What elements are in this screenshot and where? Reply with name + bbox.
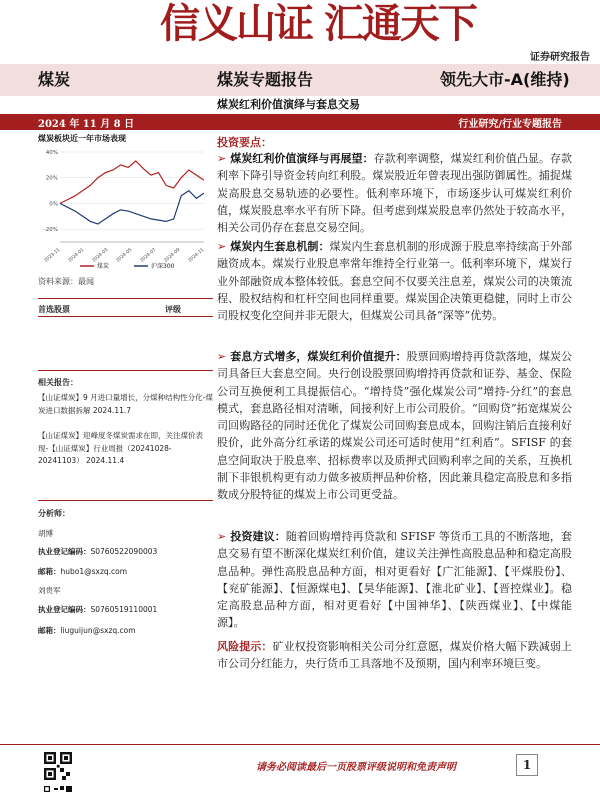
- report-category: 行业研究/行业专题报告: [458, 119, 562, 130]
- report-type: 煤炭专题报告: [217, 70, 314, 89]
- divider: [38, 298, 213, 299]
- page-number: 1: [516, 754, 538, 776]
- y-tick-label: 0%: [49, 201, 58, 208]
- rating-header: 评级: [165, 305, 181, 314]
- analysts-title: 分析师：: [38, 509, 70, 518]
- sector-name: 煤炭: [38, 70, 71, 89]
- point-lead: 套息方式增多，煤炭红利价值提升：: [230, 350, 407, 363]
- x-tick-label: 2023-11: [43, 247, 62, 264]
- series-line-沪深300: [60, 191, 204, 224]
- footer-divider: [0, 744, 600, 745]
- report-tag: 证券研究报告: [530, 52, 590, 63]
- performance-chart: [38, 146, 208, 274]
- top-picks-header: 首选股票: [38, 305, 70, 314]
- cert-number: S0760519110001: [90, 605, 158, 614]
- industry-rating: 领先大市-A(维持): [440, 70, 570, 89]
- y-tick-label: -20%: [43, 227, 58, 234]
- divider: [38, 370, 213, 371]
- analyst-cert: [38, 546, 157, 557]
- x-tick-label: 2024-05: [115, 247, 134, 264]
- x-tick-label: 2024-01: [67, 247, 86, 264]
- chart-source: 资料来源：最闻: [38, 277, 94, 286]
- risk-warning: [217, 638, 572, 673]
- qr-code-icon[interactable]: [44, 786, 72, 800]
- email-label: 邮箱：: [38, 567, 61, 576]
- cert-label: 执业登记编码：: [38, 605, 91, 614]
- chart-title: 煤炭板块近一年市场表现: [38, 134, 126, 143]
- key-point: [217, 348, 572, 504]
- qr-code-icon[interactable]: [44, 752, 72, 780]
- legend-label: 煤炭: [97, 263, 110, 270]
- arrow-bullet-icon: ➢: [217, 152, 227, 165]
- report-subtitle: 煤炭红利价值演绎与套息交易: [217, 98, 360, 111]
- point-text: 煤炭内生套息机制的形成源于股息率持续高于外部融资成本。煤炭行业股息率常年维持全行业第一。低利率环境下，煤炭行业外部融资成本整体较低。套息空间不仅要关注息差，煤炭公司的决策流程、股权结构和杠杆空间也同样重要。煤炭国企决策更稳健，同时上市公司股权变化空间并非无限大，但煤炭公司具备“深等”优势。: [217, 240, 573, 323]
- arrow-bullet-icon: ➢: [217, 350, 227, 363]
- analyst-name: 胡博: [38, 529, 53, 538]
- y-tick-label: 40%: [45, 150, 58, 156]
- cert-label: 执业登记编码：: [38, 547, 91, 556]
- email-link[interactable]: liuguijun@sxzq.com: [60, 626, 136, 635]
- risk-text: 矿业权投资影响相关公司分红意愿，煤炭价格大幅下跌减弱上市公司分红能力，央行货币工具落地不及预期，国内利率环境巨变。: [217, 640, 572, 671]
- email-link[interactable]: hubo1@sxzq.com: [60, 567, 128, 576]
- disclaimer-note: 请务必阅读最后一页股票评级说明和免责声明: [256, 762, 456, 773]
- key-point: [217, 150, 572, 236]
- x-tick-label: 2024-11: [187, 247, 206, 264]
- related-report-item[interactable]: 【山证煤炭】9 月进口量增长，分煤种结构性分化-煤炭进口数据拆解 2024.11.7: [38, 393, 213, 415]
- risk-lead: 风险提示：: [217, 640, 273, 653]
- point-text: 随着回购增持再贷款和 SFISF 等货币工具的不断落地，套息交易有望不断深化煤炭红利价值，建议关注弹性高股息品种和稳定高股息品种。弹性高股息品种方面，相对更看好【广汇能源】、【平煤股份】、【兖矿能源】、【恒源煤电】、【昊华能源】、【淮北矿业】、【晋控煤业】。稳定高股息品种方面，相对更看好【中国神华】、【陕西煤业】、【中煤能源】。: [217, 530, 572, 630]
- divider: [38, 500, 213, 501]
- related-reports-title: 相关报告：: [38, 378, 78, 387]
- email-label: 邮箱：: [38, 626, 61, 635]
- arrow-bullet-icon: ➢: [217, 240, 227, 253]
- brand-slogan: 信义山证 汇通天下: [160, 0, 476, 47]
- point-lead: 煤炭内生套息机制：: [230, 240, 330, 253]
- point-text: 存款利率调整，煤炭红利价值凸显。存款利率下降引导资金转向红利股。煤炭股近年曾表现出强防御属性。捕捉煤炭高股息交易轨迹的必要性。低利率环境下，市场逐步认可煤炭红利价值，煤炭股息率水平有所下降。但考虑到煤炭股息率仍然处于较高水平，相关公司仍存在套息交易空间。: [217, 152, 573, 235]
- point-lead: 投资建议：: [230, 530, 286, 543]
- analyst-email: [38, 566, 127, 577]
- x-tick-label: 2024-03: [91, 247, 110, 264]
- x-tick-label: 2024-07: [139, 247, 158, 264]
- analyst-cert: [38, 604, 157, 615]
- key-point: [217, 528, 572, 632]
- point-lead: 煤炭红利价值演绎与再展望：: [230, 152, 374, 165]
- report-date: 2024 年 11 月 8 日: [38, 119, 135, 130]
- arrow-bullet-icon: ➢: [217, 530, 227, 543]
- y-tick-label: 20%: [45, 175, 58, 182]
- series-line-煤炭: [60, 161, 204, 203]
- analyst-email: [38, 625, 136, 636]
- cert-number: S0760522090003: [90, 547, 158, 556]
- legend-label: 沪深300: [151, 263, 175, 270]
- point-text: 股票回购增持再贷款落地，煤炭公司具备巨大套息空间。央行创设股票回购增持再贷款和证券、基金、保险公司互换便利工具提振信心。“增持贷”强化煤炭公司“增持-分红”的套息模式，套息路径相对清晰，间接利好上市公司股价。“回购贷”拓宽煤炭公司回购路径的同时还优化了煤炭公司回购套息成本，回购注销后直接利好股价，此外高分红承诺的煤炭公司还可适时使用“红利盾”。SFISF 的套息空间取决于股息率、招标费率以及质押式回购利率之间的关系，互换机制下非银机构更有动力做多被质押品种价格，因此兼具稳定高股息和多指数成分股特征的煤炭上市公司更受益。: [217, 350, 573, 502]
- divider: [38, 316, 213, 317]
- analyst-name: 刘贵军: [38, 586, 61, 595]
- x-tick-label: 2024-09: [163, 247, 182, 264]
- related-report-item[interactable]: 【山证煤炭】迎峰度冬煤炭需求在即，关注煤价表现-【山证煤炭】行业周报（20241028-20241103） 2024.11.4: [38, 431, 203, 465]
- key-point: [217, 238, 572, 324]
- key-points-title: 投资要点：: [217, 136, 272, 149]
